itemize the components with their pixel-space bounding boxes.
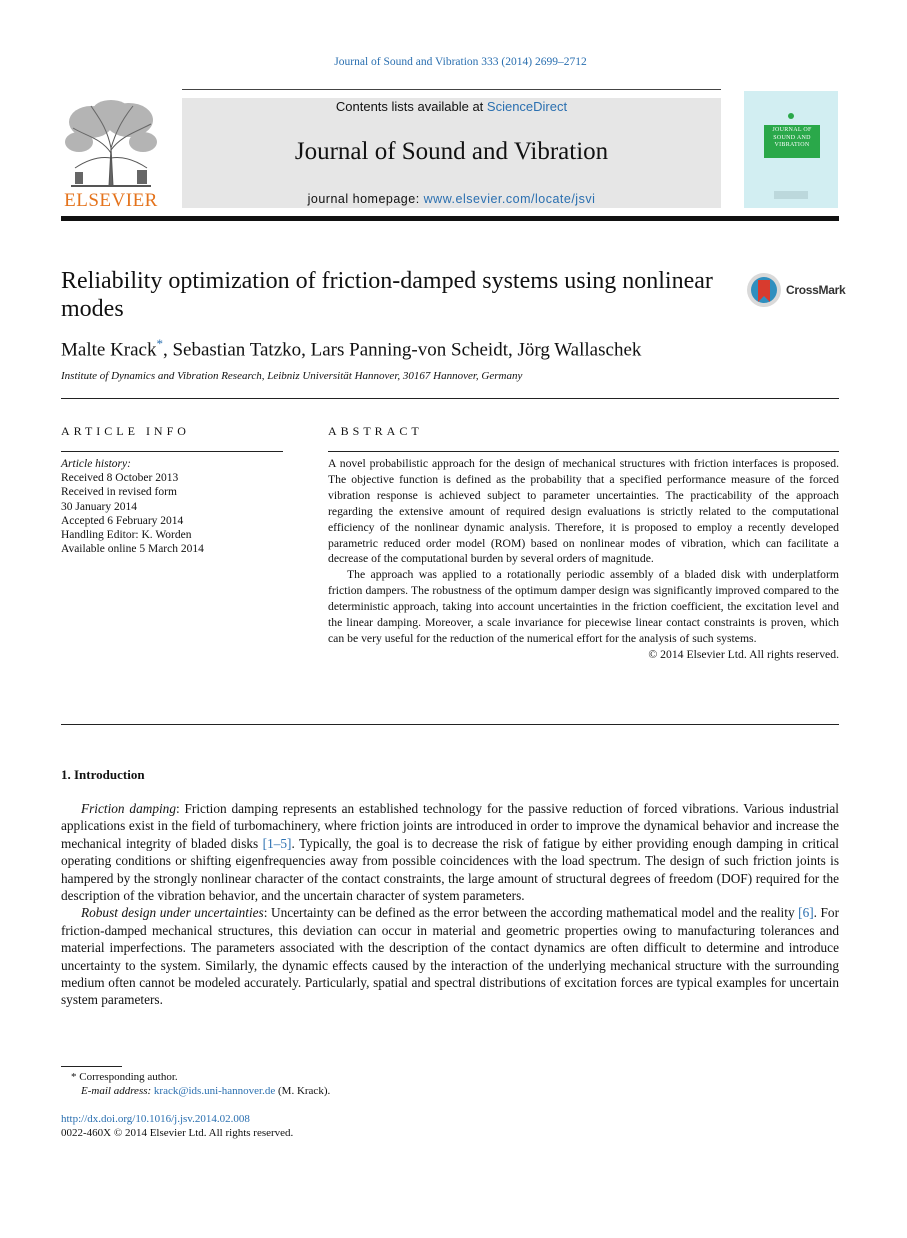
journal-name: Journal of Sound and Vibration <box>294 138 609 165</box>
footnote-rule <box>61 1066 122 1067</box>
paragraph-text: : Uncertainty can be defined as the error between the according mathematical model and the reality <box>263 905 799 921</box>
abstract-body <box>328 456 839 663</box>
cover-dot-icon <box>788 113 794 119</box>
article-info-rule <box>61 451 283 452</box>
history-item: Handling Editor: K. Worden <box>61 529 192 542</box>
history-item: Accepted 6 February 2014 <box>61 514 184 527</box>
footnotes <box>61 1070 661 1098</box>
email-note <box>61 1084 661 1098</box>
first-author: Malte Krack <box>61 339 157 361</box>
body-paragraph <box>61 800 839 904</box>
abstract-rule <box>328 451 839 452</box>
article-title: Reliability optimization of friction-damped systems using nonlinear modes <box>61 268 713 322</box>
corresponding-author-note: * Corresponding author. <box>71 1071 178 1083</box>
contents-prefix: Contents lists available at <box>335 99 487 114</box>
reference-link[interactable]: [6] <box>798 905 814 921</box>
author-list <box>61 336 641 361</box>
elsevier-wordmark: ELSEVIER <box>64 190 158 211</box>
article-history-label: Article history: <box>61 458 131 470</box>
body-paragraph <box>61 904 839 1008</box>
email-label: E-mail address: <box>81 1085 154 1098</box>
email-suffix: (M. Krack). <box>275 1085 331 1098</box>
homepage-prefix: journal homepage: <box>307 192 424 206</box>
paragraph-lead: Robust design under uncertainties <box>81 905 264 921</box>
crossmark-label: CrossMark <box>786 283 846 297</box>
cover-title: JOURNAL OF SOUND AND VIBRATION <box>772 127 812 148</box>
history-item: 30 January 2014 <box>61 500 138 513</box>
journal-citation-link[interactable]: Journal of Sound and Vibration 333 (2014) 2699–2712 <box>334 56 587 68</box>
abstract-paragraph: A novel probabilistic approach for the design of mechanical structures with friction interfaces is proposed. The objective function is defined as the probability that a specified performance measure of the forced vibration response is achieved subject to parameter uncertainties. The practicability of the approach regarding the extensive amount of required design evaluations is strictly related to the computational efficiency of the nonlinear dynamic analysis. Therefore, it is proposed to employ a recently developed parametric reduced order model (ROM) based on nonlinear modes of vibration, which can facilitate a decrease of the computational burden by several orders of magnitude. <box>328 457 839 566</box>
cover-publisher-mark <box>774 191 808 199</box>
paragraph-text: : Friction damping represents an established technology for the passive reduction of forced vibrations. Various industrial applications exist in the field of turbomachinery, where friction joints are introduced in order to improve the dynamical behavior and increase the mechanical integrity of bladed disks <box>61 801 839 851</box>
paragraph-text: . For friction-damped mechanical structures, this deviation can occur in material and geometric properties owing to manufacturing tolerances and material imperfections. The parameters associated with the description of the contact dynamics are often difficult to determine and introduce uncertainty to the system. Similarly, the dynamic effects caused by the interaction of the underlying mechanical structure with the surrounding medium often cannot be modeled accurately. Particularly, spatial and spectral distributions of excitation forces are typical examples for uncertain system parameters. <box>61 905 839 1008</box>
abstract-bottom-rule <box>61 724 839 725</box>
abstract-paragraph: The approach was applied to a rotationally periodic assembly of a bladed disk with underplatform friction dampers. The robustness of the optimum damper design was significantly improved compared to the deterministic approach, taking into account uncertainties in the friction coefficient, the excitation level and the linear damping. Moreover, a scale invariance for piecewise linear contact constraints is proven, which can be very useful for the reduction of the numerical effort for the analysis of such systems. <box>328 568 839 645</box>
affiliation: Institute of Dynamics and Vibration Research, Leibniz Universität Hannover, 30167 Hannover, Germany <box>61 370 523 382</box>
article-history <box>61 457 283 556</box>
history-item: Available online 5 March 2014 <box>61 543 204 556</box>
doi-block <box>61 1112 661 1140</box>
history-item: Received in revised form <box>61 486 177 499</box>
tree-logo-icon <box>61 98 161 190</box>
other-authors: , Sebastian Tatzko, Lars Panning-von Scheidt, Jörg Wallaschek <box>162 339 642 361</box>
contents-line <box>182 99 721 114</box>
crossmark-button[interactable] <box>746 272 846 310</box>
history-item: Received 8 October 2013 <box>61 472 179 485</box>
paragraph-lead: Friction damping <box>81 801 176 816</box>
header-top-rule <box>182 89 721 90</box>
homepage-line <box>182 192 721 206</box>
crossmark-icon <box>746 272 782 308</box>
email-link[interactable]: krack@ids.uni-hannover.de <box>153 1085 276 1098</box>
paragraph-text: . Typically, the goal is to decrease the risk of fatigue by either providing enough damping in critical operating conditions or shifting eigenfrequencies away from possible coincidences with the load spectrum. The design of such friction joints is hampered by the strongly nonlinear character of the contact constraints, the large amount of structural degrees of freedom (DOF) required for the description of the vibration behavior, and the uncertain character of system parameters. <box>61 835 840 904</box>
introduction-body <box>61 800 839 1009</box>
journal-header <box>182 98 721 208</box>
section-heading-introduction: 1. Introduction <box>61 767 145 782</box>
abstract-copyright: © 2014 Elsevier Ltd. All rights reserved. <box>648 647 839 661</box>
issn-line: 0022-460X © 2014 Elsevier Ltd. All rights reserved. <box>61 1127 294 1140</box>
article-info-heading: ARTICLE INFO <box>61 424 190 438</box>
elsevier-logo <box>61 98 161 210</box>
homepage-link[interactable]: www.elsevier.com/locate/jsvi <box>423 192 596 206</box>
doi-link[interactable]: http://dx.doi.org/10.1016/j.jsv.2014.02.008 <box>61 1113 250 1125</box>
affiliation-rule <box>61 398 839 399</box>
header-rule <box>61 216 839 221</box>
reference-link[interactable]: [1–5] <box>262 835 292 851</box>
sciencedirect-link[interactable]: ScienceDirect <box>486 99 568 114</box>
corresponding-author-marker[interactable]: * <box>156 336 163 351</box>
journal-cover <box>744 91 838 208</box>
abstract-heading: ABSTRACT <box>328 424 423 438</box>
